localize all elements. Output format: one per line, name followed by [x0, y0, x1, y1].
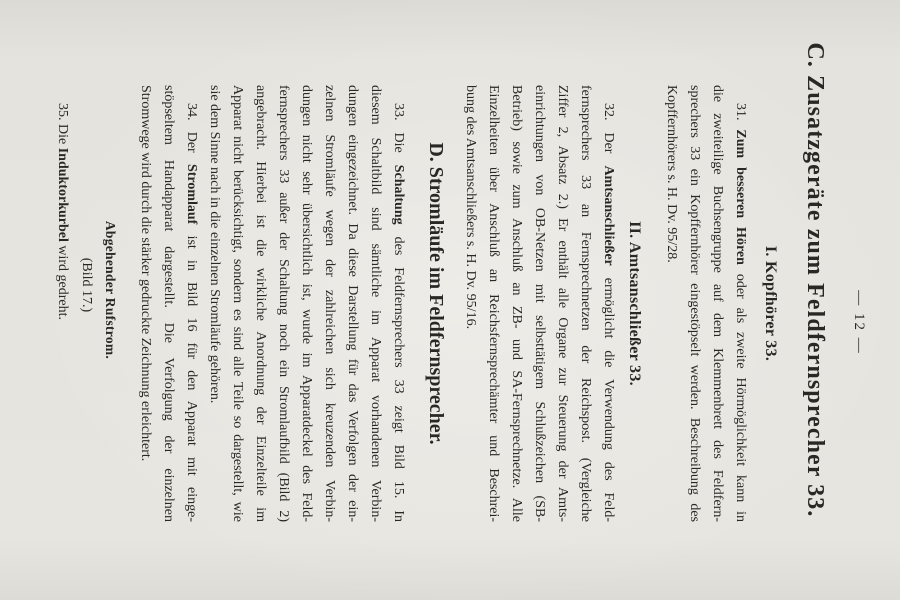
subsection-heading-rufstrom: Abgehender Rufstrom. — [103, 220, 118, 360]
paragraph-number: 35. — [55, 103, 70, 121]
paragraph-line: Ziffer 2, Absatz 2.) Er enthält alle Organe zur Steuerung der Amts- — [555, 85, 570, 522]
paragraph-line: Kopffernhörers s. H. Dv. 95/28. — [664, 85, 679, 263]
section-heading-d: D. Stromläufe im Feldfernsprecher. — [425, 142, 447, 445]
paragraph-32 — [459, 85, 620, 522]
paragraph-number: 32. — [601, 103, 616, 121]
paragraph-line — [729, 85, 752, 522]
paragraph-line: angebracht. Hierbei ist die wirkliche Anordnung der Einzelteile im — [253, 85, 268, 522]
paragraph-keyword: Induktorkurbel — [55, 147, 70, 242]
page-number: — 12 — — [851, 290, 867, 355]
paragraph-line: sprechers 33 ein Kopffernhörer eingestöpselt werden. Beschreibung des — [687, 85, 702, 522]
paragraph-keyword: Amtsanschließer — [601, 165, 616, 266]
paragraph-line: sie dem Sinne nach in die einzelnen Stromläufe gehören. — [207, 85, 222, 404]
paragraph-text: ermöglicht die Verwendung des Feld- — [601, 277, 616, 522]
paragraph-text: wird gedreht. — [55, 245, 70, 321]
paragraph-text: des Feldfernsprechers 33 zeigt Bild 15. In — [391, 236, 406, 522]
paragraph-keyword: Schaltung — [391, 164, 406, 225]
paragraph-line: stöpseltem Handapparat dargestellt. Die Verfolgung der einzelnen — [161, 85, 176, 522]
paragraph-text: oder als zweite Hörmöglichkeit kann in — [733, 273, 748, 522]
paragraph-line: einrichtungen von OB-Netzen mit selbsttätigem Schlußzeichen (SB- — [532, 85, 547, 522]
paragraph-line: dungen eingezeichnet. Da diese Darstellung für das Verfolgen der ein- — [345, 85, 360, 522]
paragraph-lead: Der — [184, 131, 199, 153]
paragraph-line — [387, 85, 410, 522]
paragraph-line: bung des Amtsanschließers s. H. Dv. 95/16. — [463, 85, 478, 330]
paragraph-line: Betrieb) sowie zum Anschluß an ZB- und SA-Fernsprechnetze. Alle — [509, 85, 524, 522]
section-heading-c: C. Zusatzgeräte zum Feldfernsprecher 33. — [802, 42, 828, 518]
paragraph-number: 33. — [391, 103, 406, 121]
paragraph-31 — [660, 85, 752, 522]
paragraph-keyword: Stromlauf — [184, 163, 199, 225]
paragraph-35 — [51, 85, 74, 522]
subsection-heading-kopfhoerer: I. Kopfhörer 33. — [762, 245, 779, 362]
paragraph-line — [597, 85, 620, 522]
paragraph-line: Stromwege wird durch die stärker gedruckte Zeichnung erleichtert. — [138, 85, 153, 462]
paragraph-line: zelnen Stromläufe wegen der zahlreichen sich kreuzenden Verbin- — [322, 85, 337, 522]
figure-reference: (Bild 17.) — [79, 257, 94, 313]
paragraph-line: Apparat nicht berücksichtigt, sondern es sind alle Teile so dargestellt, wie — [230, 85, 245, 522]
paragraph-line — [51, 85, 74, 522]
paragraph-lead: Der — [601, 132, 616, 154]
paragraph-line: dungen nicht sehr übersichtlich ist, wurde im Apparatdeckel des Feld- — [299, 85, 314, 522]
paragraph-line — [180, 85, 203, 522]
paragraph-number: 31. — [733, 103, 748, 121]
paragraph-line: fernsprechers 33 außer der Schaltung noch ein Stromlaufbild (Bild 2) — [276, 85, 291, 522]
paragraph-line: diesem Schaltbild sind sämtliche im Apparat vorhandenen Verbin- — [368, 85, 383, 522]
paragraph-lead: Die — [55, 124, 70, 145]
paragraph-number: 34. — [184, 103, 199, 121]
paragraph-text: ist in Bild 16 für den Apparat mit einge- — [184, 235, 199, 522]
paragraph-keyword: Zum besseren Hören — [733, 129, 748, 265]
paragraph-line: fernsprechers 33 an Fernsprechnetzen der Reichspost. (Vergleiche — [578, 85, 593, 522]
paragraph-34 — [134, 85, 203, 522]
paragraph-lead: Die — [391, 132, 406, 153]
paragraph-33 — [203, 85, 410, 522]
paragraph-line: die zweiteilige Buchsengruppe auf dem Klemmenbrett des Feldfern- — [710, 85, 725, 522]
paragraph-line: Einzelheiten über Anschluß an Reichsfernsprechämter und Beschrei- — [486, 85, 501, 522]
subsection-heading-amtsanschliesser: II. Amtsanschließer 33. — [626, 221, 643, 386]
